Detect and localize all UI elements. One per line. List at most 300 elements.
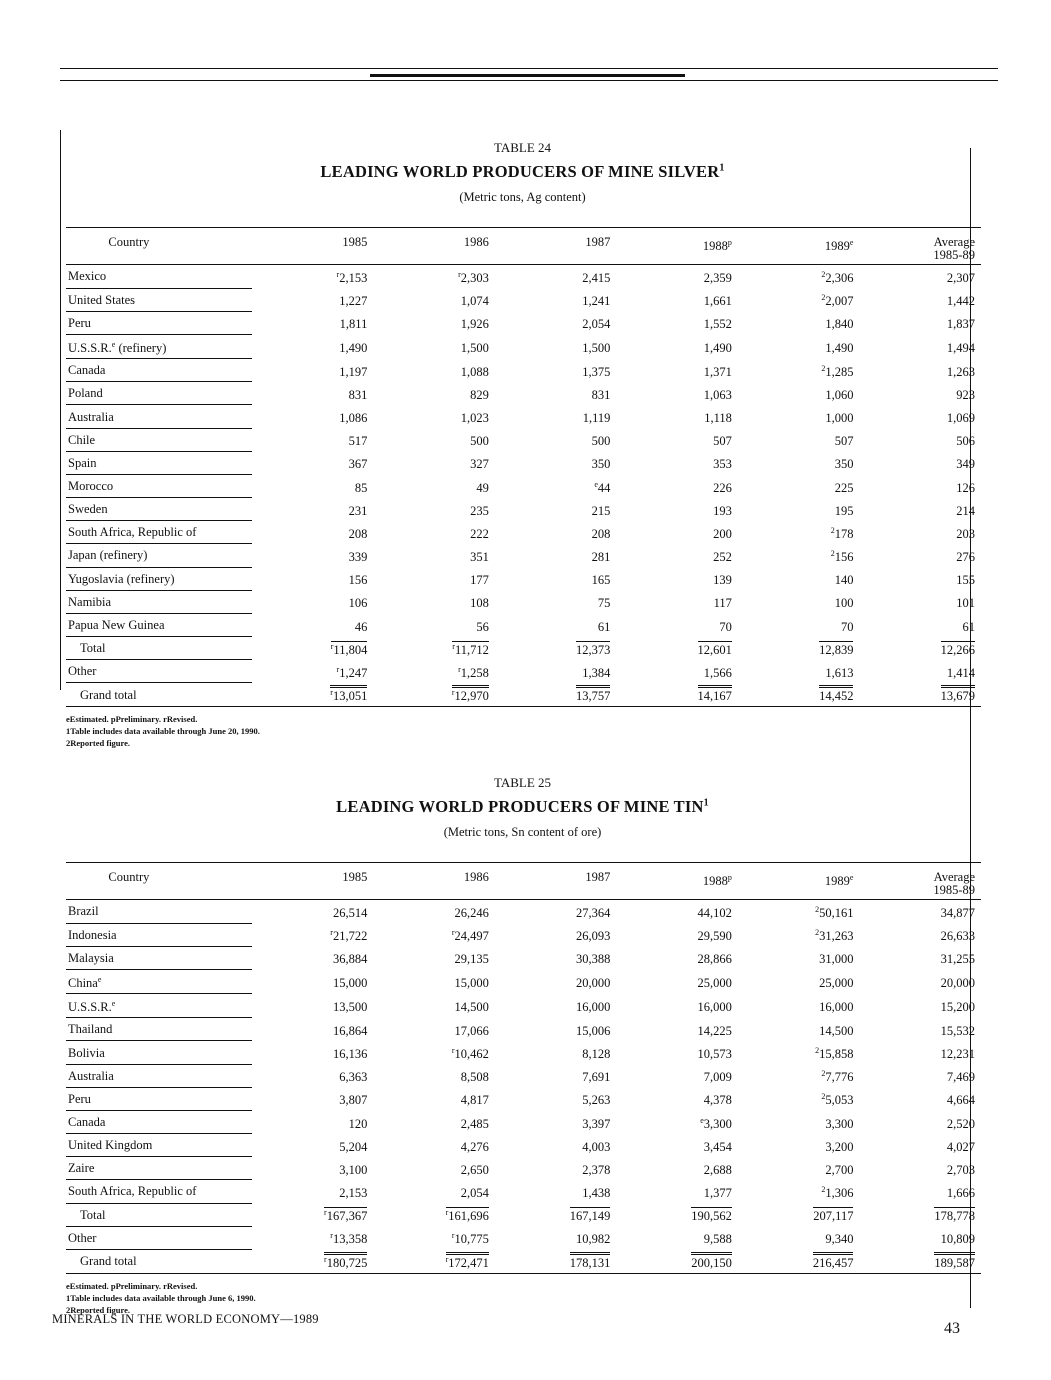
value <box>704 1140 732 1154</box>
value-cell <box>373 637 495 660</box>
value-number: 26,246 <box>454 906 489 921</box>
value <box>941 1000 975 1014</box>
value <box>704 317 732 331</box>
value <box>582 1186 610 1200</box>
value <box>835 457 854 471</box>
value-number: 75 <box>597 596 611 611</box>
value-number: 7,469 <box>946 1070 975 1085</box>
value-mark: 2 <box>815 905 820 914</box>
value <box>349 527 368 541</box>
value-cell <box>495 544 617 567</box>
value-cell <box>495 900 617 924</box>
country-name: Sweden <box>68 502 108 517</box>
value-cell <box>616 1087 738 1110</box>
value-number: 200 <box>713 526 732 541</box>
column-header-1987: 1987 <box>585 870 611 884</box>
value <box>941 1047 975 1061</box>
value-mark: 2 <box>821 363 826 373</box>
value-cell <box>616 521 738 544</box>
value <box>470 504 489 518</box>
value-cell <box>859 265 981 289</box>
value-number: 3,807 <box>339 1093 368 1108</box>
value-mark: 2 <box>821 270 826 279</box>
value-cell <box>495 923 617 946</box>
country-cell <box>66 900 252 924</box>
value-cell <box>252 994 374 1018</box>
value-mark: r <box>336 270 340 279</box>
header-row <box>66 863 981 900</box>
value <box>947 1186 975 1200</box>
table-row <box>66 334 981 358</box>
value-number: 226 <box>713 480 732 495</box>
value <box>947 666 975 680</box>
value-number: 49 <box>476 480 489 495</box>
value-number: 7,776 <box>825 1070 854 1085</box>
value-cell <box>859 590 981 613</box>
value-cell <box>738 498 860 521</box>
country-cell <box>66 590 252 613</box>
country-name: Canada <box>68 363 106 378</box>
value-number: 829 <box>470 387 489 402</box>
table-row <box>66 637 981 660</box>
table-row <box>66 474 981 497</box>
value-number: 923 <box>956 387 975 402</box>
value-number: 11,804 <box>333 642 368 657</box>
value-cell <box>616 1249 738 1273</box>
value <box>330 929 367 943</box>
value <box>819 952 853 966</box>
value-number: 7,691 <box>582 1070 611 1085</box>
value-cell <box>252 311 374 334</box>
value <box>956 434 975 448</box>
value-cell <box>252 1180 374 1203</box>
value-cell <box>252 382 374 405</box>
value-cell <box>373 311 495 334</box>
value-mark: 2 <box>815 1045 820 1055</box>
country-cell <box>66 994 252 1018</box>
value-number: 2,688 <box>703 1162 732 1177</box>
value-cell <box>738 1203 860 1226</box>
value <box>704 1070 732 1084</box>
value-cell <box>495 1064 617 1087</box>
value <box>461 294 489 308</box>
value-number: 3,300 <box>703 1116 732 1131</box>
value <box>582 317 610 331</box>
value <box>825 1163 853 1177</box>
value-number: 1,500 <box>582 341 611 356</box>
value <box>349 457 368 471</box>
value-cell <box>252 900 374 924</box>
value <box>461 411 489 425</box>
table-row <box>66 1226 981 1249</box>
value-number: 106 <box>348 596 368 611</box>
top-rule-thick <box>370 74 685 77</box>
value-cell <box>495 613 617 636</box>
country-mark: e <box>111 999 116 1009</box>
value <box>947 1070 975 1084</box>
value <box>582 666 610 680</box>
value <box>947 1093 975 1107</box>
value <box>470 550 489 564</box>
column-header-country: Country <box>108 235 150 249</box>
country-name: U.S.S.R. <box>68 1000 112 1015</box>
value-number: 2,153 <box>339 1186 368 1201</box>
value-cell <box>495 1249 617 1273</box>
value-number: 14,225 <box>697 1023 732 1038</box>
value <box>476 620 489 634</box>
value <box>698 1024 732 1038</box>
value-number: 36,884 <box>332 952 368 967</box>
value-mark: r <box>451 928 455 938</box>
value-number: 29,135 <box>454 952 489 967</box>
column-header-average: Average 1985-89 <box>933 235 975 262</box>
value-number: 8,128 <box>582 1047 611 1062</box>
value-cell <box>252 1157 374 1180</box>
value-number: 4,378 <box>703 1093 732 1108</box>
value-cell <box>859 1064 981 1087</box>
country-cell <box>66 1087 252 1110</box>
footnote: eEstimated. pPreliminary. rRevised. <box>66 713 198 724</box>
country-name: Brazil <box>68 904 99 919</box>
country-name: South Africa, Republic of <box>68 1184 197 1199</box>
column-header-1988: 1988$^p$ <box>702 238 732 254</box>
value <box>815 906 853 920</box>
value-number: 56 <box>476 619 489 634</box>
value-cell <box>859 1157 981 1180</box>
value-mark: r <box>452 641 455 651</box>
value-cell <box>616 613 738 636</box>
value-number: 178,131 <box>570 1252 611 1270</box>
value <box>941 952 975 966</box>
country-cell <box>66 1226 252 1249</box>
value-cell <box>252 1087 374 1110</box>
country-cell <box>66 311 252 334</box>
value-number: 4,276 <box>460 1139 489 1154</box>
value-cell <box>373 544 495 567</box>
value <box>582 1140 610 1154</box>
country-name: Australia <box>68 1068 114 1083</box>
value <box>956 573 975 587</box>
value <box>704 1093 732 1107</box>
value-cell <box>495 1203 617 1226</box>
column-header-1988: 1988$^p$ <box>702 873 732 889</box>
value <box>458 271 489 285</box>
table-row <box>66 498 981 521</box>
value-number: 100 <box>834 596 854 611</box>
value-number: 13,051 <box>333 685 367 703</box>
value-number: 13,358 <box>332 1232 368 1247</box>
value-number: 367 <box>348 457 368 472</box>
value-cell <box>495 1087 617 1110</box>
table-row <box>66 288 981 311</box>
value-cell <box>373 567 495 590</box>
value-cell <box>373 1226 495 1249</box>
value-cell <box>859 1203 981 1226</box>
value <box>956 504 975 518</box>
value-cell <box>738 1110 860 1133</box>
value-number: 1,661 <box>703 294 732 309</box>
value <box>821 294 853 308</box>
value-number: 14,500 <box>819 1023 854 1038</box>
value <box>704 271 732 285</box>
value <box>452 929 489 943</box>
value <box>461 1140 489 1154</box>
table-row <box>66 590 981 613</box>
value-cell <box>495 359 617 382</box>
value-cell <box>373 923 495 946</box>
value <box>446 1252 489 1270</box>
value-cell <box>859 521 981 544</box>
value <box>470 457 489 471</box>
country-cell <box>66 1180 252 1203</box>
value-cell <box>495 288 617 311</box>
value-cell <box>738 1018 860 1041</box>
value-cell <box>495 969 617 993</box>
value <box>941 1024 975 1038</box>
value-cell <box>616 923 738 946</box>
value-number: 1,241 <box>582 294 611 309</box>
country-mark: e <box>111 339 116 349</box>
value-number: 231 <box>348 503 368 518</box>
value <box>339 365 367 379</box>
value-cell <box>373 359 495 382</box>
value-cell <box>859 946 981 969</box>
value <box>704 365 732 379</box>
value <box>339 341 367 355</box>
value-number: 4,664 <box>946 1093 975 1108</box>
value <box>461 365 489 379</box>
value-cell <box>252 567 374 590</box>
top-rule <box>60 68 998 69</box>
value-number: 14,500 <box>454 1000 489 1015</box>
value-number: 1,069 <box>946 411 975 426</box>
value-cell <box>373 900 495 924</box>
value-number: 5,053 <box>825 1093 854 1108</box>
value-cell <box>373 521 495 544</box>
value-number: 195 <box>834 503 854 518</box>
value <box>592 550 611 564</box>
value-number: 2,054 <box>460 1186 489 1201</box>
value-cell <box>495 1018 617 1041</box>
value-cell <box>859 1087 981 1110</box>
value <box>947 271 975 285</box>
value <box>337 666 368 680</box>
value-cell <box>252 428 374 451</box>
value-number: 2,153 <box>339 271 368 286</box>
value <box>963 620 976 634</box>
value <box>576 1024 610 1038</box>
value-number: 2,007 <box>825 294 854 309</box>
value-mark: 2 <box>821 1092 826 1102</box>
value-cell <box>738 359 860 382</box>
value-cell <box>495 567 617 590</box>
value <box>941 906 975 920</box>
value-number: 1,613 <box>825 665 854 680</box>
country-name: South Africa, Republic of <box>68 525 197 540</box>
value <box>704 666 732 680</box>
value-cell <box>859 1110 981 1133</box>
column-header-1989: 1989e <box>824 238 854 254</box>
value <box>592 434 611 448</box>
value <box>821 1070 853 1084</box>
value-cell <box>738 613 860 636</box>
value-number: 46 <box>354 619 368 634</box>
country-cell <box>66 1110 252 1133</box>
value-number: 350 <box>834 457 854 472</box>
country-cell <box>66 660 252 683</box>
value-cell <box>859 660 981 683</box>
value-number: 139 <box>713 573 732 588</box>
value-number: 25,000 <box>819 976 854 991</box>
value-number: 3,100 <box>339 1162 368 1177</box>
country-cell <box>66 1064 252 1087</box>
value-number: 222 <box>470 526 489 541</box>
value <box>704 388 732 402</box>
value-number: 1,442 <box>946 294 975 309</box>
table-row <box>66 405 981 428</box>
value-cell <box>738 474 860 497</box>
value-cell <box>252 683 374 707</box>
value-cell <box>495 683 617 707</box>
value-number: 3,300 <box>825 1116 854 1131</box>
value-number: 15,000 <box>454 976 489 991</box>
value <box>956 388 975 402</box>
value-cell <box>252 637 374 660</box>
value-number: 8,508 <box>460 1070 489 1085</box>
country-name: Morocco <box>68 478 114 493</box>
value-mark: r <box>330 641 334 651</box>
value <box>819 685 853 703</box>
value-cell <box>373 451 495 474</box>
value-cell <box>616 405 738 428</box>
table-body <box>66 265 981 707</box>
value <box>339 411 367 425</box>
value-mark: 2 <box>815 928 820 938</box>
value-number: 12,601 <box>697 642 732 657</box>
value-mark: r <box>445 1254 449 1264</box>
value <box>349 573 368 587</box>
value <box>825 1232 853 1246</box>
column-header-country: Country <box>108 870 150 884</box>
value-cell <box>738 265 860 289</box>
country-cell <box>66 1249 252 1273</box>
value-number: 20,000 <box>576 976 611 991</box>
value-number: 108 <box>470 596 489 611</box>
value-number: 2,700 <box>825 1162 854 1177</box>
country-cell <box>66 498 252 521</box>
value-cell <box>738 1226 860 1249</box>
value-number: 1,837 <box>946 317 975 332</box>
value-cell <box>738 1087 860 1110</box>
value-cell <box>859 382 981 405</box>
value-cell <box>252 405 374 428</box>
value-number: 10,462 <box>454 1047 489 1062</box>
value-number: 351 <box>470 550 489 565</box>
country-cell <box>66 544 252 567</box>
value <box>956 457 975 471</box>
value <box>582 1163 610 1177</box>
country-cell <box>66 428 252 451</box>
country-name: Spain <box>68 455 97 470</box>
table-row <box>66 359 981 382</box>
value-number: 1,566 <box>703 665 732 680</box>
value-cell <box>616 1110 738 1133</box>
value-cell <box>738 544 860 567</box>
value <box>452 641 489 657</box>
value-mark: e <box>594 479 598 489</box>
value-number: 2,378 <box>582 1162 611 1177</box>
value-number: 167,367 <box>326 1209 368 1224</box>
value <box>582 1093 610 1107</box>
value <box>458 666 489 680</box>
value-number: 189,587 <box>934 1252 975 1270</box>
value-cell <box>252 544 374 567</box>
value-number: 13,757 <box>576 685 610 703</box>
value-number: 831 <box>591 387 611 402</box>
value <box>470 388 489 402</box>
value <box>825 1140 853 1154</box>
value <box>454 906 488 920</box>
value-number: 29,590 <box>697 929 732 944</box>
value-cell <box>859 969 981 993</box>
value-cell <box>495 1041 617 1064</box>
value <box>831 550 854 564</box>
value-number: 12,266 <box>940 642 975 657</box>
value-cell <box>616 660 738 683</box>
value <box>947 341 975 355</box>
value-number: 1,552 <box>703 317 732 332</box>
table-number: TABLE 25 <box>493 775 552 790</box>
value-number: 140 <box>834 573 854 588</box>
value-number: 167,149 <box>569 1209 611 1224</box>
value <box>452 685 489 703</box>
value-number: 276 <box>956 550 975 565</box>
value-number: 126 <box>956 480 975 495</box>
value-cell <box>373 1157 495 1180</box>
value-number: 1,197 <box>339 364 368 379</box>
table-number: TABLE 24 <box>493 140 552 155</box>
value <box>461 1070 489 1084</box>
value <box>461 1093 489 1107</box>
country-cell <box>66 1203 252 1226</box>
value-cell <box>373 969 495 993</box>
value-cell <box>252 1249 374 1273</box>
value-cell <box>373 474 495 497</box>
value <box>576 952 610 966</box>
value-cell <box>738 1180 860 1203</box>
value <box>956 550 975 564</box>
value <box>835 504 854 518</box>
value-number: 156 <box>348 573 368 588</box>
value-cell <box>373 946 495 969</box>
country-cell <box>66 382 252 405</box>
value-number: 12,970 <box>454 685 488 703</box>
value-number: 16,864 <box>332 1023 368 1038</box>
value <box>947 294 975 308</box>
value-mark: r <box>451 1045 455 1055</box>
value-number: 15,532 <box>940 1023 975 1038</box>
value-number: 1,490 <box>703 341 732 356</box>
value <box>813 1207 853 1223</box>
value <box>454 976 488 990</box>
value-cell <box>373 405 495 428</box>
value <box>454 1000 488 1014</box>
value-number: 1,023 <box>460 411 489 426</box>
value-cell <box>616 969 738 993</box>
value-number: 117 <box>713 596 732 611</box>
value-cell <box>252 1226 374 1249</box>
value-cell <box>616 900 738 924</box>
